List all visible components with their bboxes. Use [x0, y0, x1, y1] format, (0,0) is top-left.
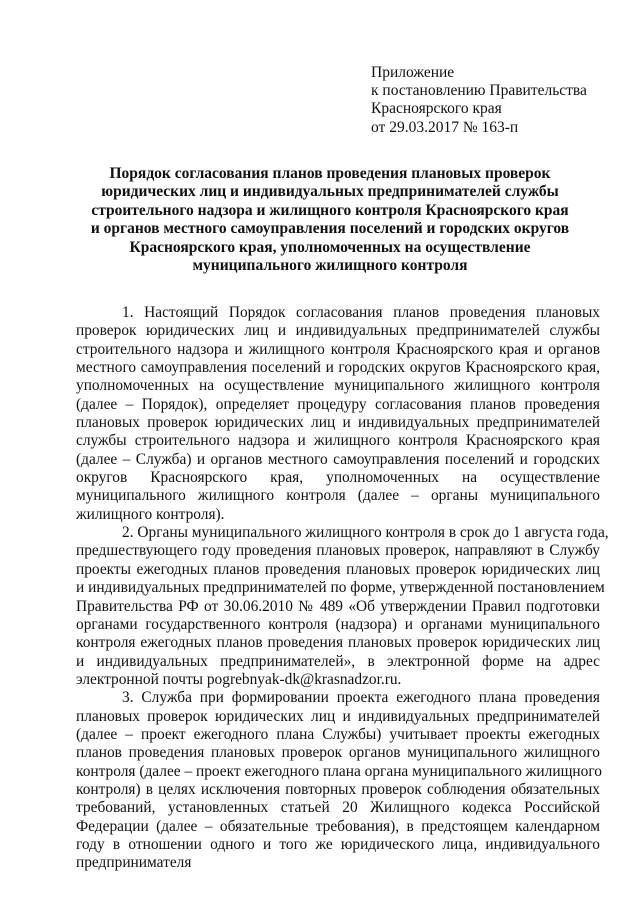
title-line: строительного надзора и жилищного контроля Красноярского края [91, 201, 569, 219]
paragraph-line: предпринимателя [76, 854, 192, 872]
appendix-header [371, 64, 587, 137]
paragraph-line: 3. Служба при формировании проекта ежегодного плана проведения [122, 689, 600, 707]
document-title [80, 165, 580, 275]
paragraph-line: (далее – Порядок), определяет процедуру согласования планов проведения [76, 395, 600, 413]
paragraph-line: плановых проверок юридических лиц и индивидуальных предпринимателей [76, 414, 600, 432]
appendix-line: Красноярского края [371, 100, 502, 118]
appendix-line: Приложение [371, 64, 455, 81]
paragraph-line: Правительства РФ от 30.06.2010 № 489 «Об утверждении Правил подготовки [76, 597, 600, 615]
paragraph-line: проекты ежегодных планов проведения плановых проверок юридических лиц [76, 560, 600, 578]
title-line: Красноярского края, уполномоченных на осуществление [129, 238, 531, 256]
paragraph-line: жилищного контроля). [76, 505, 225, 523]
paragraph-line: Федерации (далее – обязательные требования), в предстоящем календарном [76, 817, 600, 835]
paragraph-line: местного самоуправления поселений и городских округов Красноярского края, [76, 359, 600, 377]
appendix-line: к постановлению Правительства [371, 82, 587, 100]
paragraph-line: 1. Настоящий Порядок согласования планов проведения плановых [122, 304, 600, 321]
paragraph-line: электронной почты pogrebnyak-dk@krasnadzor.ru. [76, 670, 402, 688]
paragraph-line: округов Красноярского края, уполномоченных на осуществление [76, 469, 600, 487]
paragraph-line: году в отношении одного и того же юридического лица, индивидуального [76, 835, 600, 853]
paragraph-line: предшествующего году проведения плановых проверок, направляют в Службу [76, 542, 600, 560]
paragraph-3 [76, 689, 600, 872]
paragraph-line: контроля ежегодных планов проведения плановых проверок юридических лиц [76, 634, 600, 652]
paragraph-line: контроля) в целях исключения повторных проверок соблюдения обязательных [76, 780, 600, 798]
paragraph-line: органами государственного контроля (надзора) и органами муниципального [76, 615, 600, 633]
paragraph-line: службы строительного надзора и жилищного контроля Красноярского края [76, 432, 600, 450]
paragraph-line: проверок юридических лиц и индивидуальных предпринимателей службы [76, 322, 600, 340]
paragraph-line: плановых проверок юридических лиц и индивидуальных предпринимателей [76, 707, 600, 725]
title-line: Порядок согласования планов проведения плановых проверок [109, 165, 551, 182]
appendix-line: от 29.03.2017 № 163-п [371, 118, 519, 136]
title-line: муниципального жилищного контроля [192, 257, 468, 275]
paragraph-line: контроля (далее – проект ежегодного плана органа муниципального жилищного [76, 762, 602, 780]
paragraph-2 [76, 524, 609, 689]
paragraph-line: (далее – проект ежегодного плана Службы) учитывает проекты ежегодных [76, 725, 600, 743]
title-line: и органов местного самоуправления поселений и городских округов [90, 220, 570, 238]
paragraph-line: планов проведения плановых проверок органов муниципального жилищного [76, 744, 600, 762]
paragraph-line: 2. Органы муниципального жилищного контроля в срок до 1 августа года, [122, 524, 609, 542]
paragraph-line: и индивидуальных предпринимателей по форме, утвержденной постановлением [76, 579, 605, 597]
paragraph-line: строительного надзора и жилищного контроля Красноярского края и органов [76, 340, 600, 358]
paragraph-1 [76, 304, 600, 524]
paragraph-line: уполномоченных на осуществление муниципального жилищного контроля [76, 377, 600, 395]
document-body [76, 304, 609, 873]
paragraph-line: и индивидуальных предпринимателей», в электронной форме на адрес [76, 652, 600, 670]
title-line: юридических лиц и индивидуальных предпринимателей службы [101, 183, 559, 201]
paragraph-line: муниципального жилищного контроля (далее – органы муниципального [76, 487, 600, 505]
paragraph-line: (далее – Служба) и органов местного самоуправления поселений и городских [76, 450, 600, 468]
paragraph-line: требований, установленных статьей 20 Жилищного кодекса Российской [76, 799, 600, 817]
